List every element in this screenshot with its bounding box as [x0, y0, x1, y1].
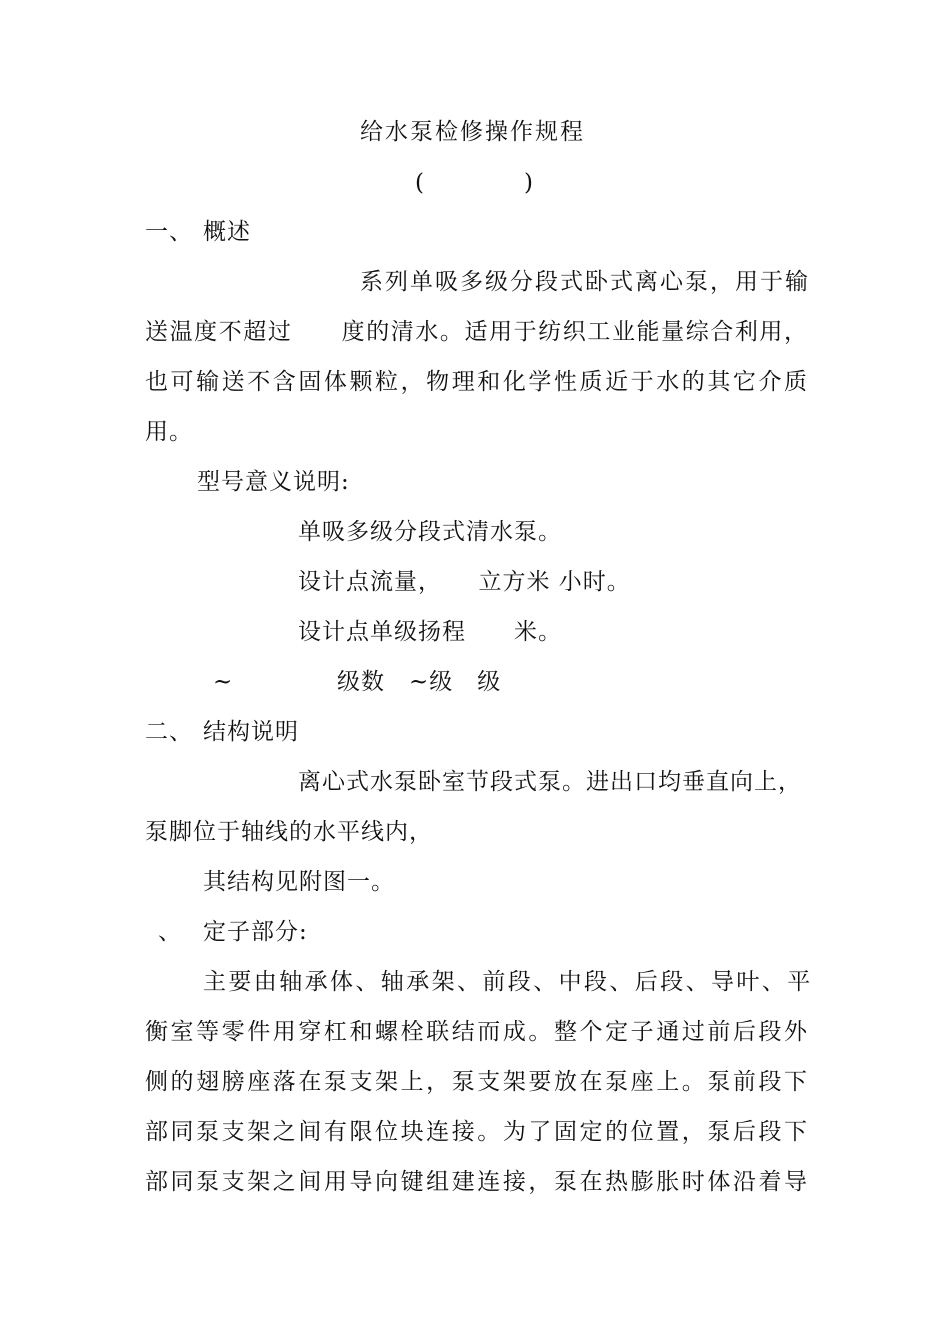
paragraph-line: 泵脚位于轴线的水平线内，	[145, 819, 433, 845]
stages-text: 级数 ~级 级	[337, 669, 502, 695]
paragraph-line: 部同泵支架之间用导向键组建连接，泵在热膨胀时体沿着导	[145, 1169, 807, 1195]
paren-open: (	[415, 170, 425, 196]
paragraph-line: 主要由轴承体、轴承架、前段、中段、后段、导叶、平	[203, 969, 813, 995]
paragraph-line: 也可输送不含固体颗粒，物理和化学性质近于水的其它介质	[145, 369, 807, 395]
paragraph-line: 衡室等零件用穿杠和螺栓联结而成。整个定子通过前后段外	[145, 1019, 807, 1045]
section-number: 一、	[145, 219, 193, 245]
model-item: 设计点流量， 立方米 小时。	[298, 569, 631, 595]
paragraph-line: 侧的翅膀座落在泵支架上，泵支架要放在泵座上。泵前段下	[145, 1069, 807, 1095]
paragraph-line: 用。	[145, 419, 193, 445]
section-heading: 结构说明	[203, 719, 299, 745]
paragraph-line: 离心式水泵卧室节段式泵。进出口均垂直向上，	[298, 769, 802, 795]
model-item: 单吸多级分段式清水泵。	[298, 519, 562, 545]
figure-reference: 其结构见附图一。	[203, 869, 395, 895]
paragraph-line: 部同泵支架之间有限位块连接。为了固定的位置，泵后段下	[145, 1119, 807, 1145]
model-label: 型号意义说明:	[197, 469, 350, 495]
subsection-number: 、	[158, 919, 182, 945]
doc-title: 给水泵检修操作规程	[360, 119, 585, 145]
subsection-heading: 定子部分:	[203, 919, 308, 945]
model-item: 设计点单级扬程 米。	[298, 619, 562, 645]
section-heading: 概述	[203, 219, 251, 245]
section-number: 二、	[145, 719, 193, 745]
tilde-mark: ~	[213, 669, 234, 695]
paren-close: )	[524, 170, 534, 196]
paragraph-line: 系列单吸多级分段式卧式离心泵，用于输	[360, 269, 810, 295]
paragraph-line: 送温度不超过 度的清水。适用于纺织工业能量综合利用，	[145, 319, 807, 345]
